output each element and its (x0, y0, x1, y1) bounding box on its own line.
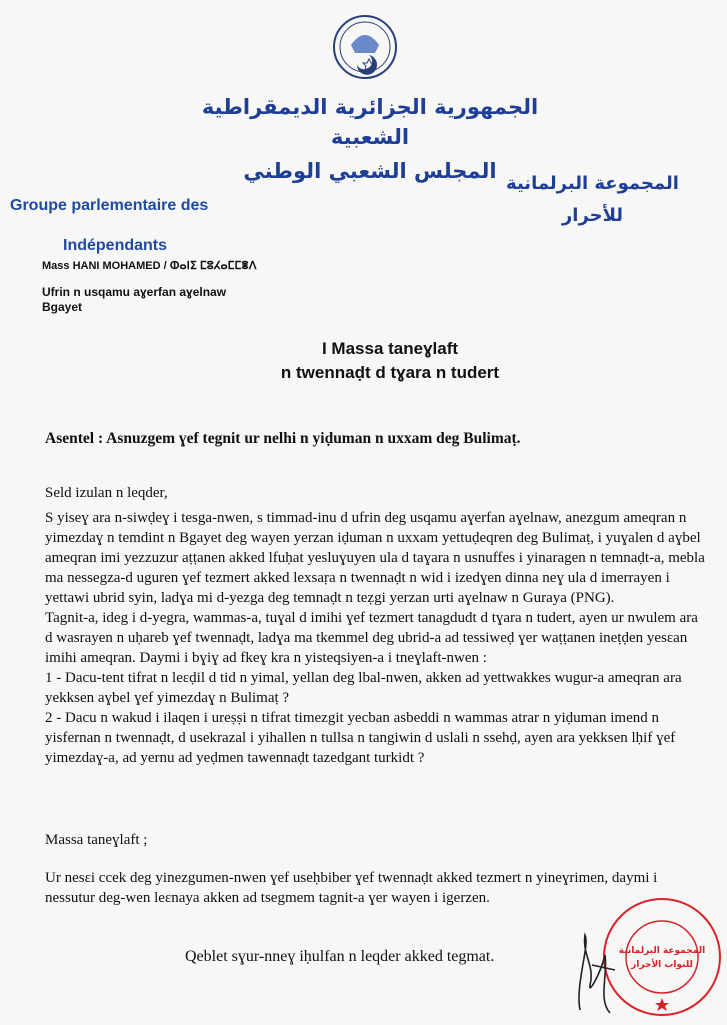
office-line2: Bgayet (42, 300, 83, 314)
stamp-text-line2: للنواب الأحرار (631, 960, 693, 970)
paragraph-1: S yiseɣ ara n-siwḍeɣ i tesga-nwen, s timmad-inu d ufrin deg usqamu aɣerfan aɣelnaw, anezgum ameqran n yimezdaɣ n temdint n Bgayet deg wayen yerzan iḍuman n uxxam yettuḍeqren deg Bulimaṭ, i yuɣalen d aɣbel ameqran imi yezzuzur aṭṭanen akked lfuḥat yesluɣuyen ula d taɣara n usnuffes i yinaragen n temnaḍt-a, mebla ma nessegza-d uguren ɣef tezmert akked lexsaṛa n twennaḍt n wid i izedɣen dinna neɣ ula d imerrayen i yettawi ubrid syin, ladɣa mi d-yezga deg temnaḍt n teẓgi yerzan urti aɣelnaw n Guraya (PNG). (45, 510, 705, 606)
signature (570, 925, 630, 1015)
arabic-letterhead (180, 92, 560, 186)
question-2: 2 - Dacu n wakud i ilaqen i ureṣṣi n tifrat timezgit yecban asbeddi n wammas atrar n yiḍuman imend n yisfernan n twennaḍt, d usekrazal i yihallen n tullsa n tangiwin d uslali n ssehḍ, ayen ara yekksen lḥif ɣef yimezdaɣ-a, ad yernu ad yeḍmen tawennaḍt tazedgant turkidt ? (45, 710, 676, 766)
algeria-emblem-icon (329, 7, 401, 87)
paragraph-2: Tagnit-a, ideg i d-yegra, wammas-a, tuɣal d imihi ɣef tezmert tanagdudt d tɣara n tudert, ayen ur nwulem ara d wasrayen n uḥareb ɣef twennaḍt, ladɣa ma tkemmel deg ubrid-a ad tessiweḍ ɣer waṭṭanen ineṭḍen yesɛan imihi ameqran. Daymi i bɣiɣ ad fkeɣ kra n yisteqsiyen-a i tneɣlaft-nwen : (45, 610, 698, 666)
deputy-name: Mass HANI MOHAMED / ⵀⴰⵏⵉ ⵎⵓⵃⴰⵎⵎⴻⴷ (42, 260, 257, 272)
arabic-group-line1: المجموعة البرلمانية (506, 173, 679, 194)
star-icon (655, 998, 669, 1011)
sign-off: Qeblet sɣur-nneɣ iḥulfan n leqder akked tegmat. (185, 948, 495, 965)
stamp-text-line1: المجموعة البرلمانية (618, 946, 706, 956)
arabic-group-line2: للأحرار (561, 205, 624, 226)
recipient-block (180, 337, 600, 385)
french-group-line2: Indépendants (63, 237, 168, 254)
paragraph-3: Ur nesɛi ccek deg yinezgumen-nwen ɣef useḥbiber ɣef twennaḍt akked tezmert n yineɣrimen, daymi i nessutur deg-wen leɛnaya akken ad tsegmem tagnit-a ɣer wayen i igerzen. (45, 870, 658, 906)
subject-line: Asentel : Asnuzgem ɣef tegnit ur nelhi n yiḍuman n uxxam deg Bulimaṭ. (45, 430, 521, 447)
recipient-line2: n twennaḍt d tɣara n tudert (280, 363, 500, 382)
arabic-group-name (505, 168, 680, 232)
recipient-line1: I Massa taneɣlaft (321, 339, 459, 358)
arabic-republic-title: الجمهورية الجزائرية الديمقراطية الشعبية (201, 95, 539, 149)
closing-address: Massa taneɣlaft ; (45, 832, 148, 848)
french-group-line1: Groupe parlementaire des (10, 197, 209, 214)
arabic-assembly-title: المجلس الشعبي الوطني (243, 159, 497, 183)
question-1: 1 - Dacu-tent tifrat n leɛḍil d tid n yimal, yellan deg lbal-nwen, akken ad yettwakkes wugur-a ameqran ara yekksen aɣbel ɣef yimezdaɣ n Bulimaṭ ? (45, 670, 682, 706)
office-line1: Ufrin n usqamu aɣerfan aɣelnaw (42, 285, 227, 299)
salutation: Seld izulan n leqder, (45, 485, 168, 501)
letter-body (45, 508, 705, 768)
